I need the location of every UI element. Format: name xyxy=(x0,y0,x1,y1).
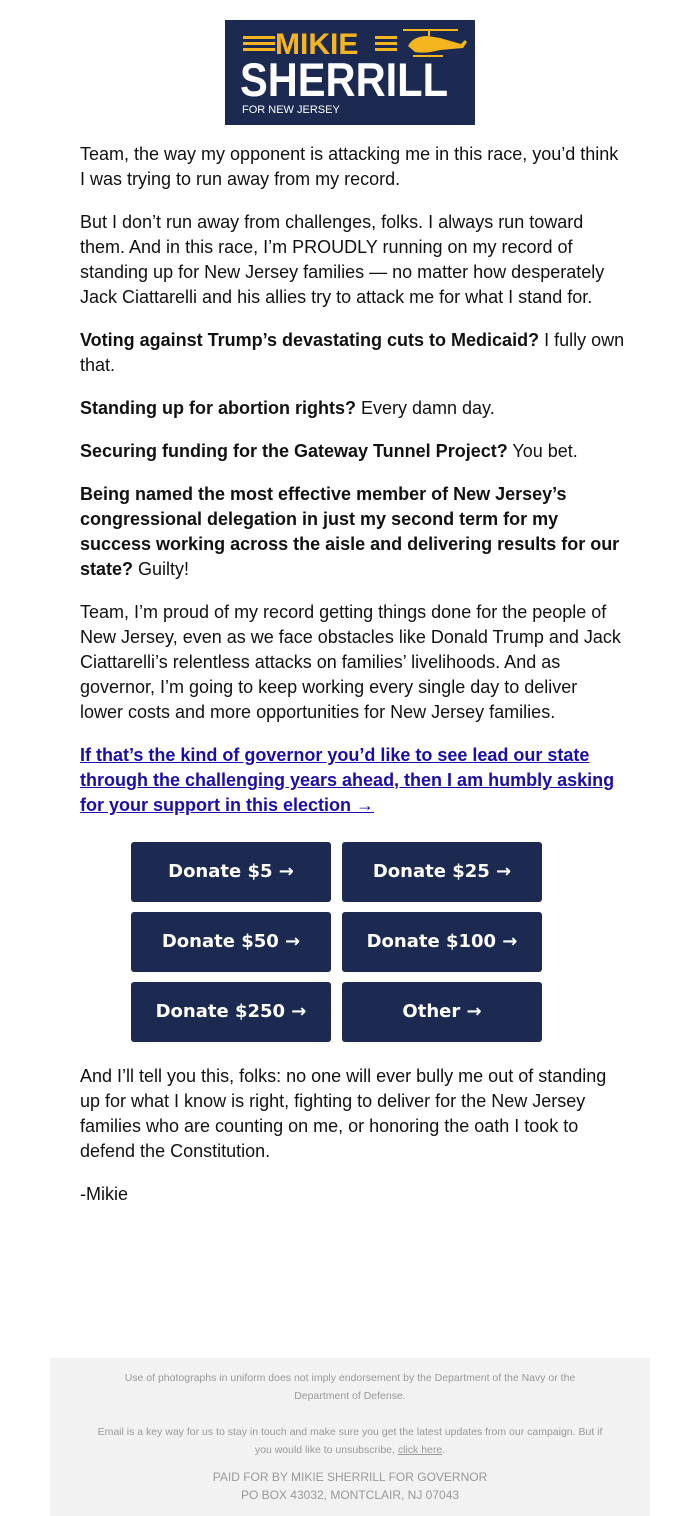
email-note-text: Email is a key way for us to stay in touch and make sure you get the latest updates from our campaign. But if you would like to unsubscribe, xyxy=(97,1426,603,1456)
footer-disclaimer: Use of photographs in uniform does not imply endorsement by the Department of the Navy or the Department of Defense. xyxy=(124,1372,576,1402)
unsubscribe-link[interactable]: click here xyxy=(397,1444,443,1456)
paid-for-line: PAID FOR BY MIKIE SHERRILL FOR GOVERNOR xyxy=(212,1470,488,1484)
paragraph-abortion xyxy=(80,396,625,421)
donate-other-button[interactable]: Other → xyxy=(342,982,542,1042)
email-body xyxy=(80,142,625,836)
donate-25-button[interactable]: Donate $25 → xyxy=(342,842,542,902)
logo-tagline: FOR NEW JERSEY xyxy=(242,104,340,116)
donate-50-button[interactable]: Donate $50 → xyxy=(131,912,331,972)
effective-bold: Being named the most effective member of New Jersey’s congressional delegation in just my second term for my success working across the aisle and delivering results for our state? xyxy=(80,484,620,579)
campaign-logo xyxy=(225,20,475,125)
gateway-rest: You bet. xyxy=(507,441,578,461)
logo-first-name: MIKIE xyxy=(275,28,359,61)
footer-email-note xyxy=(90,1423,610,1459)
paragraph-gateway xyxy=(80,439,625,464)
address-line: PO BOX 43032, MONTCLAIR, NJ 07043 xyxy=(240,1488,460,1502)
paragraph-cta xyxy=(80,743,625,818)
footer xyxy=(50,1358,650,1516)
paragraph-medicaid xyxy=(80,328,625,378)
logo-graphic xyxy=(225,20,475,125)
paragraph-proud: Team, I’m proud of my record getting things done for the people of New Jersey, even as we face obstacles like Donald Trump and Jack Ciattarelli’s relentless attacks on families’ livelihoods. And as governor, I’m going to keep working every single day to deliver lower costs and more opportunities for New Jersey families. xyxy=(80,602,621,722)
paragraph-closing: And I’ll tell you this, folks: no one will ever bully me out of standing up for what I know is right, fighting to deliver for the New Jersey families who are counting on me, or honoring the oath I took to defend the Constitution. xyxy=(80,1066,607,1161)
closing-section xyxy=(80,1064,625,1225)
abortion-rest: Every damn day. xyxy=(355,398,495,418)
donate-5-button[interactable]: Donate $5 → xyxy=(131,842,331,902)
gateway-bold: Securing funding for the Gateway Tunnel Project? xyxy=(80,441,508,461)
donate-100-button[interactable]: Donate $100 → xyxy=(342,912,542,972)
abortion-bold: Standing up for abortion rights? xyxy=(80,398,356,418)
donate-250-button[interactable]: Donate $250 → xyxy=(131,982,331,1042)
paragraph-intro: Team, the way my opponent is attacking me in this race, you’d think I was trying to run away from my record. xyxy=(80,144,619,189)
medicaid-rest: I fully own that. xyxy=(80,330,625,375)
medicaid-bold: Voting against Trump’s devastating cuts to Medicaid? xyxy=(80,330,540,350)
paragraph-record: But I don’t run away from challenges, folks. I always run toward them. And in this race, I’m PROUDLY running on my record of standing up for New Jersey families — no matter how desperately Jack Ciattarelli and his allies try to attack me for what I stand for. xyxy=(80,212,605,307)
paragraph-effective xyxy=(80,482,625,582)
effective-rest: Guilty! xyxy=(133,559,190,579)
signature: -Mikie xyxy=(80,1184,128,1204)
cta-support-link[interactable]: If that’s the kind of governor you’d like to see lead our state through the challenging years ahead, then I am humbly asking for your support in this election → xyxy=(80,745,615,815)
email-note-period: . xyxy=(442,1444,446,1456)
logo-last-name: SHERRILL xyxy=(240,53,448,106)
footer-paid-for xyxy=(50,1468,650,1504)
